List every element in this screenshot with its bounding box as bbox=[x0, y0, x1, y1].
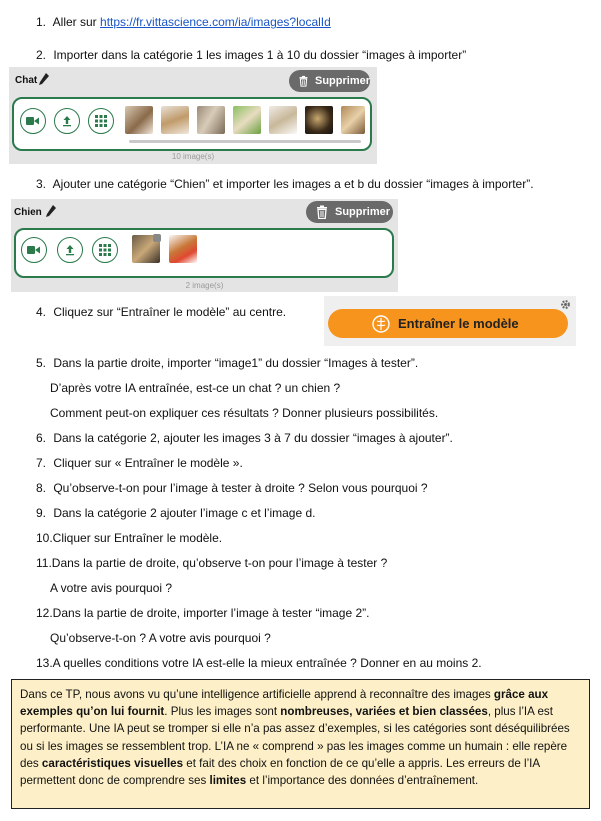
webcam-icon bbox=[26, 116, 40, 126]
step-8 bbox=[36, 481, 428, 495]
category-name: Chat bbox=[15, 75, 38, 86]
delete-label: Supprimer bbox=[314, 75, 370, 87]
cat-image-thumbnail[interactable] bbox=[269, 106, 297, 134]
cat-image-thumbnail[interactable] bbox=[341, 106, 365, 134]
summary-text: et l’importance des données d’entraînement. bbox=[246, 774, 479, 788]
step-text: Cliquer sur « Entraîner le modèle ». bbox=[53, 456, 243, 470]
upload-icon bbox=[64, 244, 76, 256]
delete-category-button[interactable] bbox=[306, 201, 393, 223]
upload-button[interactable] bbox=[54, 108, 80, 134]
pencil-icon[interactable] bbox=[39, 73, 49, 85]
step-text: Cliquez sur “Entraîner le modèle” au centre. bbox=[53, 305, 287, 319]
step-number: 4. bbox=[36, 305, 47, 319]
step-text: Dans la partie droite, importer “image1” du dossier “Images à tester”. bbox=[53, 356, 419, 370]
category-panel-chat bbox=[9, 67, 377, 164]
step-13: 13.A quelles conditions votre IA est-elle la mieux entraînée ? Donner en au moins 2. bbox=[36, 656, 482, 670]
train-label: Entraîner le modèle bbox=[398, 316, 519, 331]
step-number: 6. bbox=[36, 431, 47, 445]
step-9 bbox=[36, 506, 315, 520]
step-1 bbox=[36, 15, 331, 29]
step-12-question: Qu’observe-t-on ? A votre avis pourquoi ? bbox=[50, 631, 271, 645]
summary-emphasis: limites bbox=[209, 774, 247, 788]
category-panel-chien bbox=[11, 199, 398, 292]
pencil-icon[interactable] bbox=[46, 205, 56, 217]
step-12: 12.Dans la partie de droite, importer l’image à tester “image 2”. bbox=[36, 606, 370, 620]
image-count: 2 image(s) bbox=[185, 281, 224, 290]
dog-image-thumbnail[interactable] bbox=[169, 235, 197, 263]
step-number: 7. bbox=[36, 456, 47, 470]
vittascience-link[interactable]: https://fr.vittascience.com/ia/images?localId bbox=[100, 15, 331, 29]
step-2 bbox=[36, 48, 466, 62]
train-panel bbox=[324, 296, 576, 346]
summary-text: , plus l’IA est performante. Une IA peut se tromper si elle n’a pas assez d’exemples, si les catégories sont déséquilibrées ou si les images se ressemblent trop. L’IA ne « comprend » pas les images comme un humain : elle repère des bbox=[20, 705, 570, 770]
webcam-button[interactable] bbox=[21, 237, 47, 263]
trash-icon bbox=[298, 74, 309, 88]
step-number: 8. bbox=[36, 481, 47, 495]
step-4 bbox=[36, 305, 286, 319]
webcam-icon bbox=[27, 245, 41, 255]
step-5-question: Comment peut-on expliquer ces résultats ? Donner plusieurs possibilités. bbox=[50, 406, 439, 420]
cat-image-thumbnail[interactable] bbox=[197, 106, 225, 134]
grid-button[interactable] bbox=[88, 108, 114, 134]
summary-emphasis: caractéristiques visuelles bbox=[41, 756, 184, 770]
step-5 bbox=[36, 356, 418, 370]
grid-button[interactable] bbox=[92, 237, 118, 263]
image-count: 10 image(s) bbox=[171, 152, 215, 161]
step-6 bbox=[36, 431, 453, 445]
step-number: 2. bbox=[36, 48, 47, 62]
trash-icon[interactable] bbox=[153, 234, 161, 242]
step-text: Importer dans la catégorie 1 les images 1 à 10 du dossier “images à importer” bbox=[53, 48, 467, 62]
summary-text: Dans ce TP, nous avons vu qu’une intelligence artificielle apprend à reconnaître des images bbox=[20, 688, 494, 701]
step-number: 1. bbox=[36, 15, 47, 29]
cat-image-thumbnail[interactable] bbox=[125, 106, 153, 134]
delete-label: Supprimer bbox=[335, 206, 391, 218]
trash-icon bbox=[315, 205, 329, 219]
summary-box bbox=[11, 679, 590, 809]
step-number: 9. bbox=[36, 506, 47, 520]
upload-icon bbox=[61, 115, 73, 127]
brain-icon bbox=[372, 315, 390, 333]
summary-emphasis: grâce aux exemples qu’on lui fournit bbox=[20, 688, 549, 719]
cat-image-thumbnail[interactable] bbox=[305, 106, 333, 134]
grid-icon bbox=[99, 244, 111, 256]
step-number: 3. bbox=[36, 177, 47, 191]
step-text: Aller sur bbox=[52, 15, 101, 29]
step-number: 5. bbox=[36, 356, 47, 370]
step-11-question: A votre avis pourquoi ? bbox=[50, 581, 173, 595]
step-11: 11.Dans la partie de droite, qu’observe t-on pour l’image à tester ? bbox=[36, 556, 388, 570]
upload-button[interactable] bbox=[57, 237, 83, 263]
category-name: Chien bbox=[14, 207, 42, 218]
step-10: 10.Cliquer sur Entraîner le modèle. bbox=[36, 531, 223, 545]
cat-image-thumbnail[interactable] bbox=[161, 106, 189, 134]
summary-text: . Plus les images sont bbox=[164, 705, 281, 719]
step-text: Ajouter une catégorie “Chien” et importer les images a et b du dossier “images à importer”. bbox=[52, 177, 534, 191]
step-text: Qu’observe-t-on pour l’image à tester à droite ? Selon vous pourquoi ? bbox=[53, 481, 428, 495]
step-7 bbox=[36, 456, 243, 470]
step-text: Dans la catégorie 2 ajouter l’image c et l’image d. bbox=[53, 506, 316, 520]
delete-category-button[interactable] bbox=[289, 70, 370, 92]
summary-emphasis: nombreuses, variées et bien classées bbox=[280, 705, 488, 719]
webcam-button[interactable] bbox=[20, 108, 46, 134]
image-box bbox=[14, 228, 394, 278]
step-5-question: D’après votre IA entraînée, est-ce un chat ? un chien ? bbox=[50, 381, 341, 395]
scrollbar[interactable] bbox=[129, 140, 361, 143]
step-text: Dans la catégorie 2, ajouter les images 3 à 7 du dossier “images à ajouter”. bbox=[53, 431, 453, 445]
cat-image-thumbnail[interactable] bbox=[233, 106, 261, 134]
summary-text: et fait des choix en fonction de ce qu’elle a appris. Les erreurs de l’IA permettent donc de comprendre ses bbox=[20, 756, 540, 788]
step-3 bbox=[36, 177, 534, 191]
grid-icon bbox=[95, 115, 107, 127]
train-model-button[interactable] bbox=[328, 309, 568, 338]
gear-icon[interactable] bbox=[560, 299, 571, 310]
